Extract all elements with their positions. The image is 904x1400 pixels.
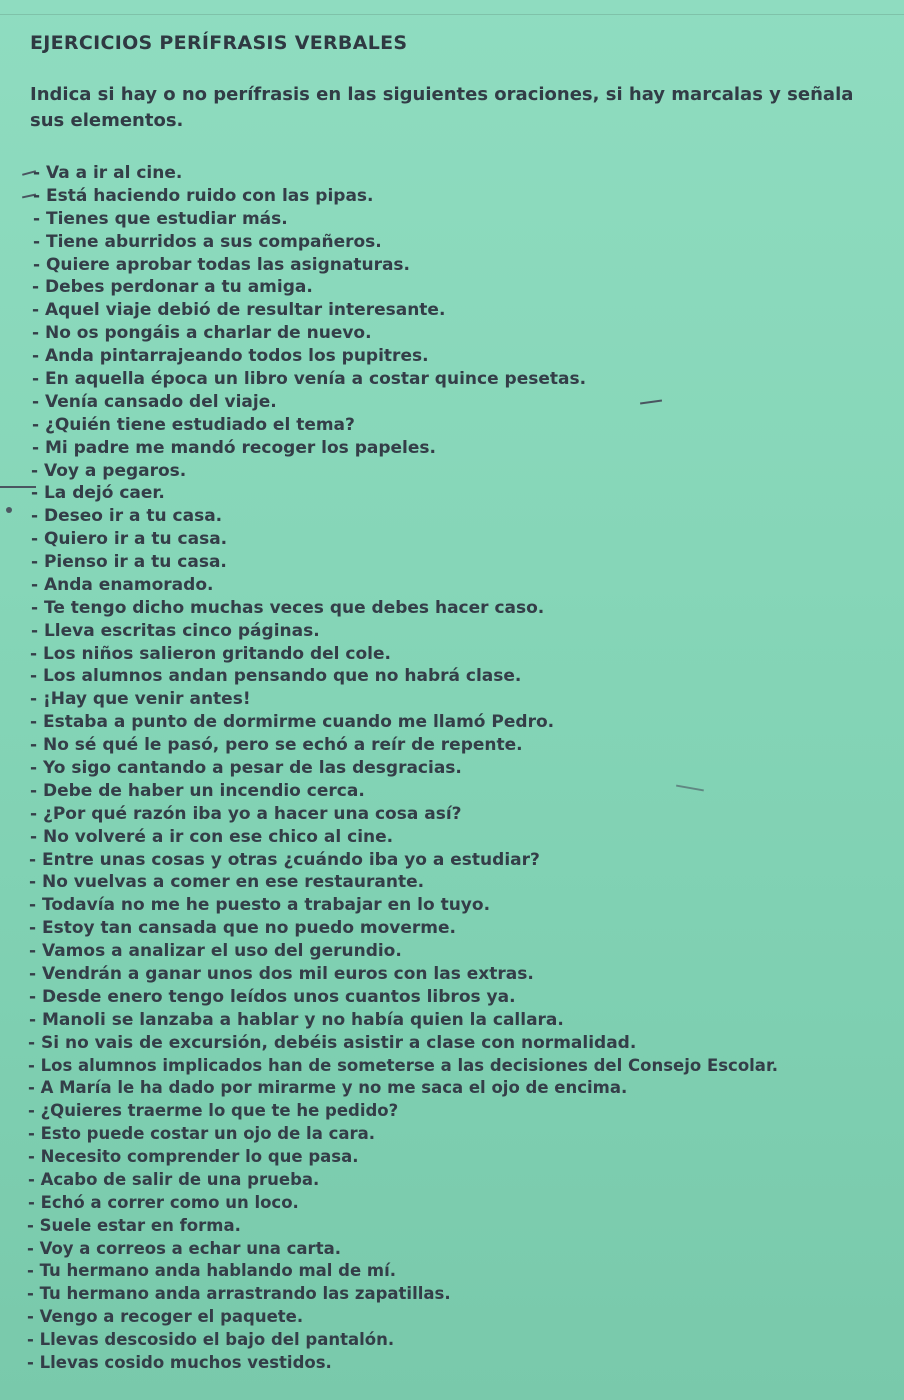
sentence-item: - Está haciendo ruido con las pipas. xyxy=(33,186,374,206)
sentence-item: - Vengo a recoger el paquete. xyxy=(27,1307,304,1326)
sentence-item: - Si no vais de excursión, debéis asistir a clase con normalidad. xyxy=(28,1033,637,1053)
sentence-item: - Acabo de salir de una prueba. xyxy=(28,1170,320,1189)
sentence-item: - Va a ir al cine. xyxy=(33,163,183,183)
instructions-text: Indica si hay o no perífrasis en las siguientes oraciones, si hay marcalas y señala sus elementos. xyxy=(30,84,854,131)
sentence-item: - Tiene aburridos a sus compañeros. xyxy=(33,232,382,252)
sentence-item: - Debe de haber un incendio cerca. xyxy=(30,781,365,801)
sentence-item: - Estoy tan cansada que no puedo moverme. xyxy=(29,918,457,938)
sentence-item: - Debes perdonar a tu amiga. xyxy=(32,277,313,297)
sentence-item: - A María le ha dado por mirarme y no me saca el ojo de encima. xyxy=(28,1078,628,1097)
sentence-item: - Llevas cosido muchos vestidos. xyxy=(27,1353,332,1372)
sentence-item: - No vuelvas a comer en ese restaurante. xyxy=(29,872,425,892)
sentence-item: - Necesito comprender lo que pasa. xyxy=(28,1147,359,1166)
sentence-item: - ¿Por qué razón iba yo a hacer una cosa así? xyxy=(30,804,462,824)
sentence-item: - Venía cansado del viaje. xyxy=(32,392,277,412)
sentence-item: - Yo sigo cantando a pesar de las desgracias. xyxy=(30,758,462,778)
sentence-item: - Lleva escritas cinco páginas. xyxy=(31,621,320,641)
sentence-item: - Los alumnos andan pensando que no habrá clase. xyxy=(30,666,522,686)
sentence-item: - ¿Quién tiene estudiado el tema? xyxy=(32,415,355,435)
sentence-item: - Los niños salieron gritando del cole. xyxy=(30,644,391,664)
sentence-item: - Manoli se lanzaba a hablar y no había quien la callara. xyxy=(29,1010,564,1030)
pen-mark-5 xyxy=(676,785,704,791)
sentence-item: - Deseo ir a tu casa. xyxy=(31,506,223,526)
sentence-item: - Voy a correos a echar una carta. xyxy=(27,1239,341,1258)
top-edge-line xyxy=(0,14,904,15)
sentence-item: - Entre unas cosas y otras ¿cuándo iba yo a estudiar? xyxy=(29,850,540,870)
sentence-item: - Desde enero tengo leídos unos cuantos libros ya. xyxy=(29,987,516,1007)
sentence-item: - Suele estar en forma. xyxy=(27,1216,241,1235)
sentence-item: - Vamos a analizar el uso del gerundio. xyxy=(29,941,402,961)
sentence-item: - Tu hermano anda arrastrando las zapatillas. xyxy=(27,1284,451,1303)
sentence-item: - Anda enamorado. xyxy=(31,575,214,595)
sentence-item: - Tienes que estudiar más. xyxy=(33,209,288,229)
sentence-item: - No sé qué le pasó, pero se echó a reír de repente. xyxy=(30,735,523,755)
sentence-item: - Vendrán a ganar unos dos mil euros con las extras. xyxy=(29,964,534,984)
sentence-item: - ¿Quieres traerme lo que te he pedido? xyxy=(28,1101,399,1120)
sentence-item: - ¡Hay que venir antes! xyxy=(30,689,251,709)
pen-mark-4 xyxy=(640,399,662,404)
sentence-item: - Anda pintarrajeando todos los pupitres. xyxy=(32,346,429,366)
sentence-item: - Voy a pegaros. xyxy=(31,461,187,481)
sentence-item: - En aquella época un libro venía a costar quince pesetas. xyxy=(32,369,587,389)
sentence-item: - Aquel viaje debió de resultar interesante. xyxy=(32,300,446,320)
sentence-item: - La dejó caer. xyxy=(31,483,165,503)
sentence-item: - Llevas descosido el bajo del pantalón. xyxy=(27,1330,395,1349)
sentence-item: - Quiere aprobar todas las asignaturas. xyxy=(33,255,411,275)
sentence-item: - Estaba a punto de dormirme cuando me llamó Pedro. xyxy=(30,712,555,732)
sentence-item: - No os pongáis a charlar de nuevo. xyxy=(32,323,372,343)
sentence-item: - Quiero ir a tu casa. xyxy=(31,529,228,549)
sentence-item: - Los alumnos implicados han de someterse a las decisiones del Consejo Escolar. xyxy=(28,1056,778,1075)
sentence-item: - Esto puede costar un ojo de la cara. xyxy=(28,1124,376,1143)
pen-dot xyxy=(6,507,12,513)
sentence-item: - Pienso ir a tu casa. xyxy=(31,552,227,572)
sentence-item: - Mi padre me mandó recoger los papeles. xyxy=(32,438,436,458)
page-title: EJERCICIOS PERÍFRASIS VERBALES xyxy=(30,32,408,54)
sentence-item: - Te tengo dicho muchas veces que debes hacer caso. xyxy=(31,598,545,618)
sentence-item: - Tu hermano anda hablando mal de mí. xyxy=(27,1261,397,1280)
sentence-item: - Echó a correr como un loco. xyxy=(28,1193,299,1212)
sentence-item: - Todavía no me he puesto a trabajar en lo tuyo. xyxy=(29,895,491,915)
sentence-item: - No volveré a ir con ese chico al cine. xyxy=(30,827,394,847)
